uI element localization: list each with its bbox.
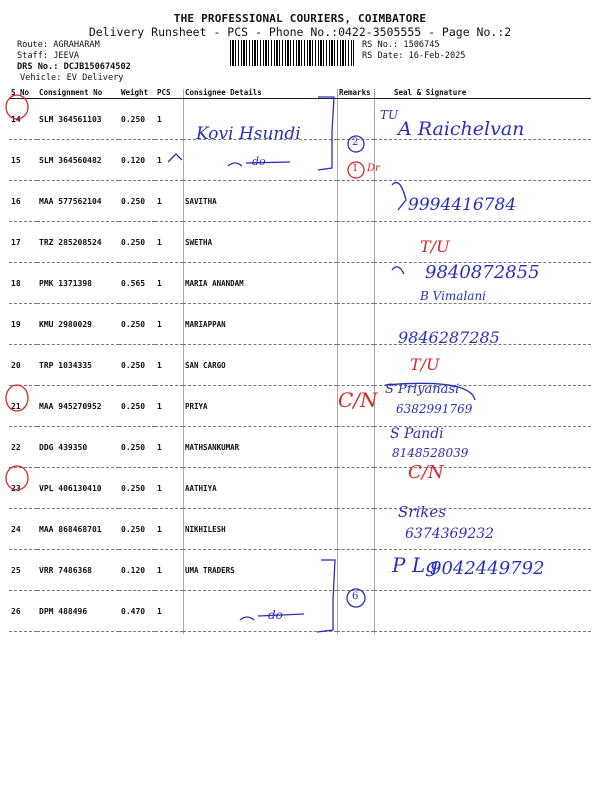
phone-22: 8148528039 xyxy=(392,446,469,460)
table-row xyxy=(9,591,591,632)
table-row xyxy=(9,345,591,386)
remarks-cell xyxy=(337,468,374,509)
signature-22: S Pandi xyxy=(390,426,444,442)
table-row xyxy=(9,509,591,550)
table-row xyxy=(9,468,591,509)
consignment-cell: VPL 406130410 xyxy=(37,468,119,509)
pcs-cell: 1 xyxy=(155,99,183,140)
weight-cell: 0.250 xyxy=(119,181,155,222)
signature-14: A Raichelvan xyxy=(398,118,525,140)
pcs-cell: 1 xyxy=(155,427,183,468)
table-row xyxy=(9,427,591,468)
phone-18: 9840872855 xyxy=(425,262,540,283)
consignee-cell: UMA TRADERS xyxy=(183,550,337,591)
runsheet-subtitle: Delivery Runsheet - PCS - Phone No.:0422-3505555 - Page No.:2 xyxy=(88,25,512,39)
remarks-cell xyxy=(337,427,374,468)
consignee-cell: MARIAPPAN xyxy=(183,304,337,345)
consignment-cell: DPM 488496 xyxy=(37,591,119,632)
handwritten-tu-top: TU xyxy=(380,108,399,122)
weight-cell: 0.250 xyxy=(119,427,155,468)
signature-18: B Vimalani xyxy=(420,289,487,303)
table-row xyxy=(9,140,591,181)
table-header-row xyxy=(9,87,591,99)
consignment-cell: SLM 364561103 xyxy=(37,99,119,140)
consignee-cell xyxy=(183,591,337,632)
handwritten-tu-20: T/U xyxy=(410,355,440,374)
route-label: Route: AGRAHARAM xyxy=(17,40,100,50)
sno-cell: 18 xyxy=(9,263,37,304)
sno-cell: 15 xyxy=(9,140,37,181)
pcs-cell: 1 xyxy=(155,222,183,263)
handwritten-name-14: Kovi Hsundi xyxy=(196,124,301,144)
consignment-cell: MAA 868468701 xyxy=(37,509,119,550)
pcs-cell: 1 xyxy=(155,181,183,222)
sno-cell: 14 xyxy=(9,99,37,140)
col-seal-signature: Seal & Signature xyxy=(374,87,591,99)
weight-cell: 0.250 xyxy=(119,99,155,140)
pcs-cell: 1 xyxy=(155,263,183,304)
consignee-cell: MARIA ANANDAM xyxy=(183,263,337,304)
weight-cell: 0.250 xyxy=(119,222,155,263)
remarks-cell xyxy=(337,509,374,550)
pcs-cell: 1 xyxy=(155,550,183,591)
consignment-cell: VRR 7486368 xyxy=(37,550,119,591)
vehicle-label: Vehicle: EV Delivery xyxy=(20,73,124,83)
phone-24: 6374369232 xyxy=(405,526,495,542)
sno-cell: 19 xyxy=(9,304,37,345)
weight-cell: 0.565 xyxy=(119,263,155,304)
consignee-cell: SAN CARGO xyxy=(183,345,337,386)
handwritten-do-bottom: do xyxy=(268,608,283,622)
signature-cell xyxy=(374,591,591,632)
remarks-cell xyxy=(337,99,374,140)
consignee-cell: PRIYA xyxy=(183,386,337,427)
sno-cell: 17 xyxy=(9,222,37,263)
col-consignment: Consignment No xyxy=(37,87,119,99)
sno-cell: 22 xyxy=(9,427,37,468)
phone-25: 9042449792 xyxy=(430,558,545,579)
consignment-cell: TRP 1034335 xyxy=(37,345,119,386)
weight-cell: 0.120 xyxy=(119,140,155,181)
weight-cell: 0.250 xyxy=(119,468,155,509)
remark-dr: Dr xyxy=(367,163,380,174)
remark-1: 1 xyxy=(352,163,359,174)
signature-24: Srikes xyxy=(398,503,446,521)
remarks-cell xyxy=(337,181,374,222)
weight-cell: 0.250 xyxy=(119,386,155,427)
runsheet-table xyxy=(9,87,591,632)
sno-cell: 24 xyxy=(9,509,37,550)
sno-cell: 21 xyxy=(9,386,37,427)
table-row xyxy=(9,304,591,345)
table-row xyxy=(9,222,591,263)
pcs-cell: 1 xyxy=(155,304,183,345)
sno-cell: 20 xyxy=(9,345,37,386)
phone-16: 9994416784 xyxy=(408,195,517,215)
consignee-cell: SWETHA xyxy=(183,222,337,263)
consignee-cell: SAVITHA xyxy=(183,181,337,222)
handwritten-cn-23: C/N xyxy=(408,462,444,483)
consignment-cell: SLM 364560482 xyxy=(37,140,119,181)
barcode xyxy=(230,40,354,66)
remark-6: 6 xyxy=(352,591,359,602)
table-row xyxy=(9,386,591,427)
sno-cell: 26 xyxy=(9,591,37,632)
signature-cell xyxy=(374,222,591,263)
pcs-cell: 1 xyxy=(155,345,183,386)
remark-2: 2 xyxy=(352,137,359,148)
remarks-cell xyxy=(337,222,374,263)
consignment-cell: TRZ 285208524 xyxy=(37,222,119,263)
pcs-cell: 1 xyxy=(155,468,183,509)
weight-cell: 0.250 xyxy=(119,304,155,345)
col-remarks: Remarks xyxy=(337,87,374,99)
col-pcs: PCS xyxy=(155,87,183,99)
drs-number: DRS No.: DCJB150674502 xyxy=(17,62,131,72)
handwritten-tu-18: T/U xyxy=(420,237,450,256)
col-consignee: Consignee Details xyxy=(183,87,337,99)
remarks-cell xyxy=(337,304,374,345)
signature-cell xyxy=(374,140,591,181)
signature-21: S Priyanasi xyxy=(385,382,460,397)
weight-cell: 0.470 xyxy=(119,591,155,632)
remarks-cell xyxy=(337,263,374,304)
signature-25: P Lg xyxy=(392,553,438,577)
signature-cell xyxy=(374,345,591,386)
handwritten-cn-21: C/N xyxy=(338,388,378,412)
pcs-cell: 1 xyxy=(155,386,183,427)
weight-cell: 0.250 xyxy=(119,509,155,550)
weight-cell: 0.120 xyxy=(119,550,155,591)
handwritten-do-top: do xyxy=(252,155,266,168)
remarks-cell xyxy=(337,345,374,386)
remarks-cell xyxy=(337,550,374,591)
consignee-cell: NIKHILESH xyxy=(183,509,337,550)
consignment-cell: DDG 439350 xyxy=(37,427,119,468)
sno-cell: 25 xyxy=(9,550,37,591)
rs-date: RS Date: 16-Feb-2025 xyxy=(362,51,466,61)
staff-label: Staff: JEEVA xyxy=(17,51,80,61)
sno-cell: 16 xyxy=(9,181,37,222)
col-weight: Weight xyxy=(119,87,155,99)
pcs-cell: 1 xyxy=(155,509,183,550)
pcs-cell: 1 xyxy=(155,140,183,181)
consignee-cell: MATHSANKUMAR xyxy=(183,427,337,468)
phone-21: 6382991769 xyxy=(396,402,473,416)
consignment-cell: KMU 2980029 xyxy=(37,304,119,345)
phone-20: 9846287285 xyxy=(398,328,500,347)
consignment-cell: MAA 945270952 xyxy=(37,386,119,427)
col-sno: S No xyxy=(9,87,37,99)
weight-cell: 0.250 xyxy=(119,345,155,386)
sno-cell: 23 xyxy=(9,468,37,509)
pcs-cell: 1 xyxy=(155,591,183,632)
consignment-cell: PMK 1371398 xyxy=(37,263,119,304)
consignee-cell: AATHIYA xyxy=(183,468,337,509)
company-title: THE PROFESSIONAL COURIERS, COIMBATORE xyxy=(173,12,427,25)
rs-number: RS No.: 1506745 xyxy=(362,40,440,50)
consignment-cell: MAA 577562104 xyxy=(37,181,119,222)
